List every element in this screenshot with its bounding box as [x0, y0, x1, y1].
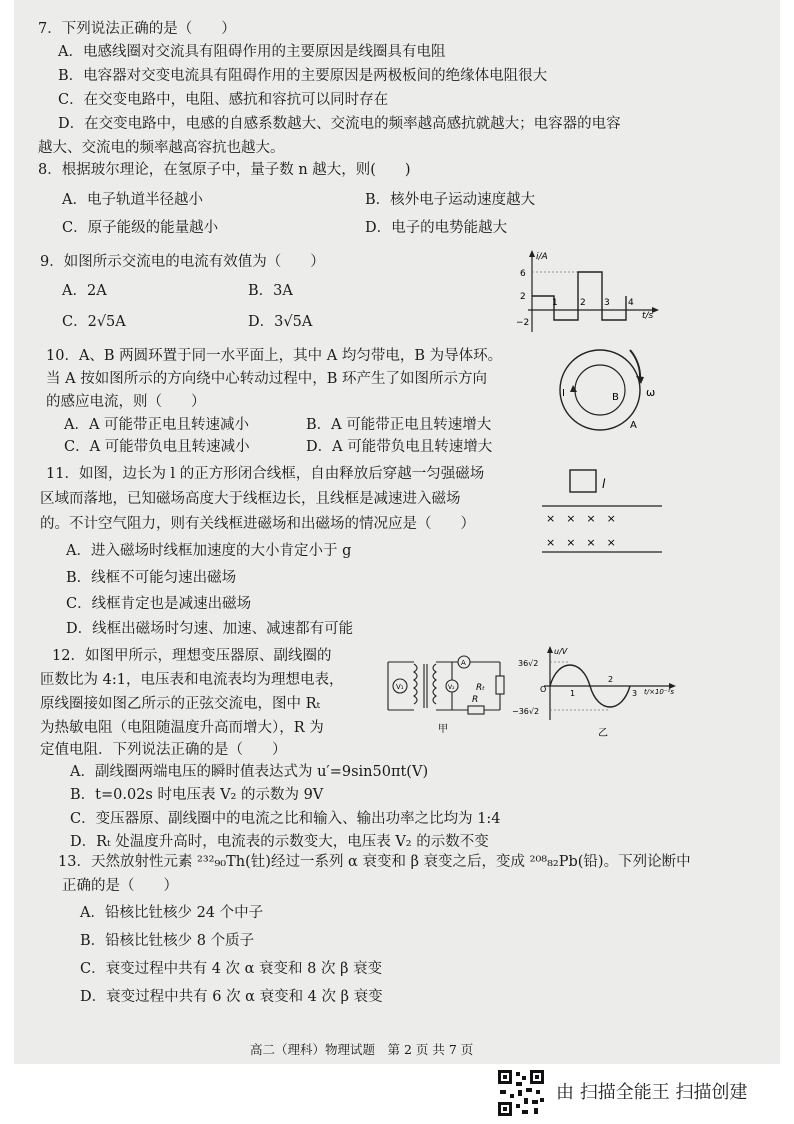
- q9-waveform: [532, 272, 626, 320]
- q9-option-b: B．3A: [248, 283, 293, 299]
- q9-y-tick-neg2: −2: [516, 318, 530, 328]
- q10-option-d: D．A 可能带负电且转速增大: [306, 439, 493, 455]
- q11-option-a: A．进入磁场时线框加速度的大小肯定小于 g: [66, 543, 352, 559]
- q12-x-axis-label: t/×10⁻²s: [644, 688, 675, 696]
- q11-option-b: B．线框不可能匀速出磁场: [66, 570, 237, 586]
- q8-option-c: C．原子能级的能量越小: [62, 220, 219, 236]
- q8-option-d: D．电子的电势能越大: [365, 220, 508, 236]
- q12-y-max: 36√2: [518, 659, 539, 668]
- q13-line-2: 正确的是（ ）: [62, 878, 178, 894]
- q11-line-3: 的。不计空气阻力，则有关线框进磁场和出磁场的情况应是（ ）: [40, 516, 475, 532]
- q12-line-1: 12．如图甲所示，理想变压器原、副线圈的: [52, 648, 332, 664]
- q7-option-d: D．在交变电路中，电感的自感系数越大、交流电的频率越高感抗就越大；电容器的电容: [58, 116, 621, 132]
- resistor-r: [468, 706, 484, 714]
- q13-option-a: A．铅核比钍核少 24 个中子: [80, 905, 264, 921]
- label-ring-b: B: [612, 392, 619, 403]
- q9-option-c: C．2√5A: [62, 314, 126, 330]
- q12-sine-graph: [512, 644, 688, 740]
- q11-line-2: 区域而落地，已知磁场高度大于线框边长，且线框是减速进入磁场: [40, 491, 461, 507]
- q8-option-a: A．电子轨道半径越小: [62, 192, 203, 208]
- q7-option-a: A．电感线圈对交流具有阻碍作用的主要原因是线圈具有电阻: [58, 44, 446, 60]
- q11-magnetic-field-figure: [536, 462, 670, 558]
- q12-line-4: 为热敏电阻（电阻随温度升高而增大），R 为: [40, 720, 324, 736]
- q9-option-d: D．3√5A: [248, 314, 313, 330]
- label-ammeter: A: [461, 659, 466, 667]
- q13-option-d: D．衰变过程中共有 6 次 α 衰变和 4 次 β 衰变: [80, 989, 383, 1005]
- caption-yi: 乙: [598, 728, 608, 739]
- label-omega: ω: [646, 386, 656, 399]
- scanner-watermark: 由 扫描全能王 扫描创建: [556, 1082, 748, 1103]
- q9-x-tick-4: 4: [628, 298, 634, 308]
- q8-stem: 8．根据玻尔理论，在氢原子中，量子数 n 越大，则( ): [38, 162, 411, 178]
- q10-line-2: 当 A 按如图所示的方向绕中心转动过程中，B 环产生了如图所示方向: [46, 371, 487, 387]
- q9-y-tick-2: 2: [520, 292, 526, 302]
- q13-option-c: C．衰变过程中共有 4 次 α 衰变和 8 次 β 衰变: [80, 961, 383, 977]
- q12-option-a: A．副线圈两端电压的瞬时值表达式为 u′=9sin50πt(V): [70, 764, 429, 780]
- q13-line-1: 13．天然放射性元素 ²³²₉₀Th(钍)经过一系列 α 衰变和 β 衰变之后，变成 ²⁰⁸₈₂Pb(铅)。下列论断中: [58, 854, 691, 870]
- q10-line-1: 10．A、B 两圆环置于同一水平面上，其中 A 均匀带电，B 为导体环。: [46, 348, 503, 364]
- q7-option-d-cont: 越大、交流电的频率越高容抗也越大。: [38, 140, 285, 156]
- q10-rings-figure: [548, 340, 668, 434]
- q12-option-d: D．Rₜ 处温度升高时，电流表的示数变大，电压表 V₂ 的示数不变: [70, 834, 489, 850]
- q9-stem: 9．如图所示交流电的电流有效值为（ ）: [40, 254, 325, 270]
- q9-y-tick-6: 6: [520, 269, 526, 279]
- q12-y-axis-label: u/V: [554, 647, 568, 656]
- label-current-i: I: [562, 388, 565, 399]
- q10-line-3: 的感应电流，则（ ）: [46, 394, 206, 410]
- q12-x-tick-1: 1: [570, 689, 576, 698]
- q9-x-tick-2: 2: [580, 298, 586, 308]
- q9-x-tick-1: 1: [552, 298, 558, 308]
- q9-y-axis-label: i/A: [536, 252, 548, 262]
- q11-line-1: 11．如图，边长为 l 的正方形闭合线框，自由释放后穿越一匀强磁场: [46, 466, 485, 482]
- label-side-l: l: [602, 477, 606, 491]
- q9-x-axis-label: t/s: [642, 311, 654, 321]
- label-v1: V₁: [396, 683, 404, 691]
- field-row-1: × × × ×: [546, 512, 616, 525]
- q7-stem: 7．下列说法正确的是（ ）: [38, 21, 236, 37]
- q13-option-b: B．铅核比钍核少 8 个质子: [80, 933, 255, 949]
- q10-option-a: A．A 可能带正电且转速减小: [64, 417, 250, 433]
- q7-option-c: C．在交变电路中，电阻、感抗和容抗可以同时存在: [58, 92, 389, 108]
- q9-option-a: A．2A: [62, 283, 107, 299]
- q12-line-5: 定值电阻．下列说法正确的是（ ）: [40, 742, 287, 758]
- caption-jia: 甲: [438, 724, 448, 735]
- q7-option-b: B．电容器对交变电流具有阻碍作用的主要原因是两极板间的绝缘体电阻很大: [58, 68, 548, 84]
- q12-line-2: 匝数比为 4:1，电压表和电流表均为理想电表，: [40, 672, 344, 688]
- q12-line-3: 原线圈接如图乙所示的正弦交流电，图中 Rₜ: [40, 696, 321, 712]
- q9-current-graph: [512, 248, 662, 336]
- q12-x-tick-3: 3: [632, 689, 638, 698]
- q12-option-b: B．t=0.02s 时电压表 V₂ 的示数为 9V: [70, 787, 324, 803]
- qr-code-icon: [496, 1068, 546, 1118]
- square-coil: [570, 470, 596, 492]
- q12-origin: O: [540, 685, 547, 694]
- ring-b: [575, 365, 625, 415]
- label-v2: V₂: [448, 684, 455, 691]
- label-rt: Rₜ: [476, 683, 485, 693]
- field-row-2: × × × ×: [546, 536, 616, 549]
- q12-circuit-figure: [380, 650, 510, 736]
- page-footer: 高二（理科）物理试题 第 2 页 共 7 页: [250, 1042, 474, 1057]
- q10-option-c: C．A 可能带负电且转速减小: [64, 439, 250, 455]
- q12-y-min: −36√2: [512, 707, 540, 716]
- secondary-coil: [433, 664, 436, 704]
- q8-option-b: B．核外电子运动速度越大: [365, 192, 536, 208]
- primary-coil: [414, 664, 417, 704]
- q12-x-tick-2: 2: [608, 675, 614, 684]
- q10-option-b: B．A 可能带正电且转速增大: [306, 417, 492, 433]
- q11-option-d: D．线框出磁场时匀速、加速、减速都有可能: [66, 621, 354, 637]
- q12-option-c: C．变压器原、副线圈中的电流之比和输入、输出功率之比均为 1:4: [70, 811, 501, 827]
- label-r: R: [472, 695, 479, 705]
- current-arrow-icon: [570, 385, 577, 392]
- q11-option-c: C．线框肯定也是减速出磁场: [66, 596, 252, 612]
- q9-x-tick-3: 3: [604, 298, 610, 308]
- label-ring-a: A: [630, 420, 637, 431]
- thermistor-rt: [496, 676, 504, 694]
